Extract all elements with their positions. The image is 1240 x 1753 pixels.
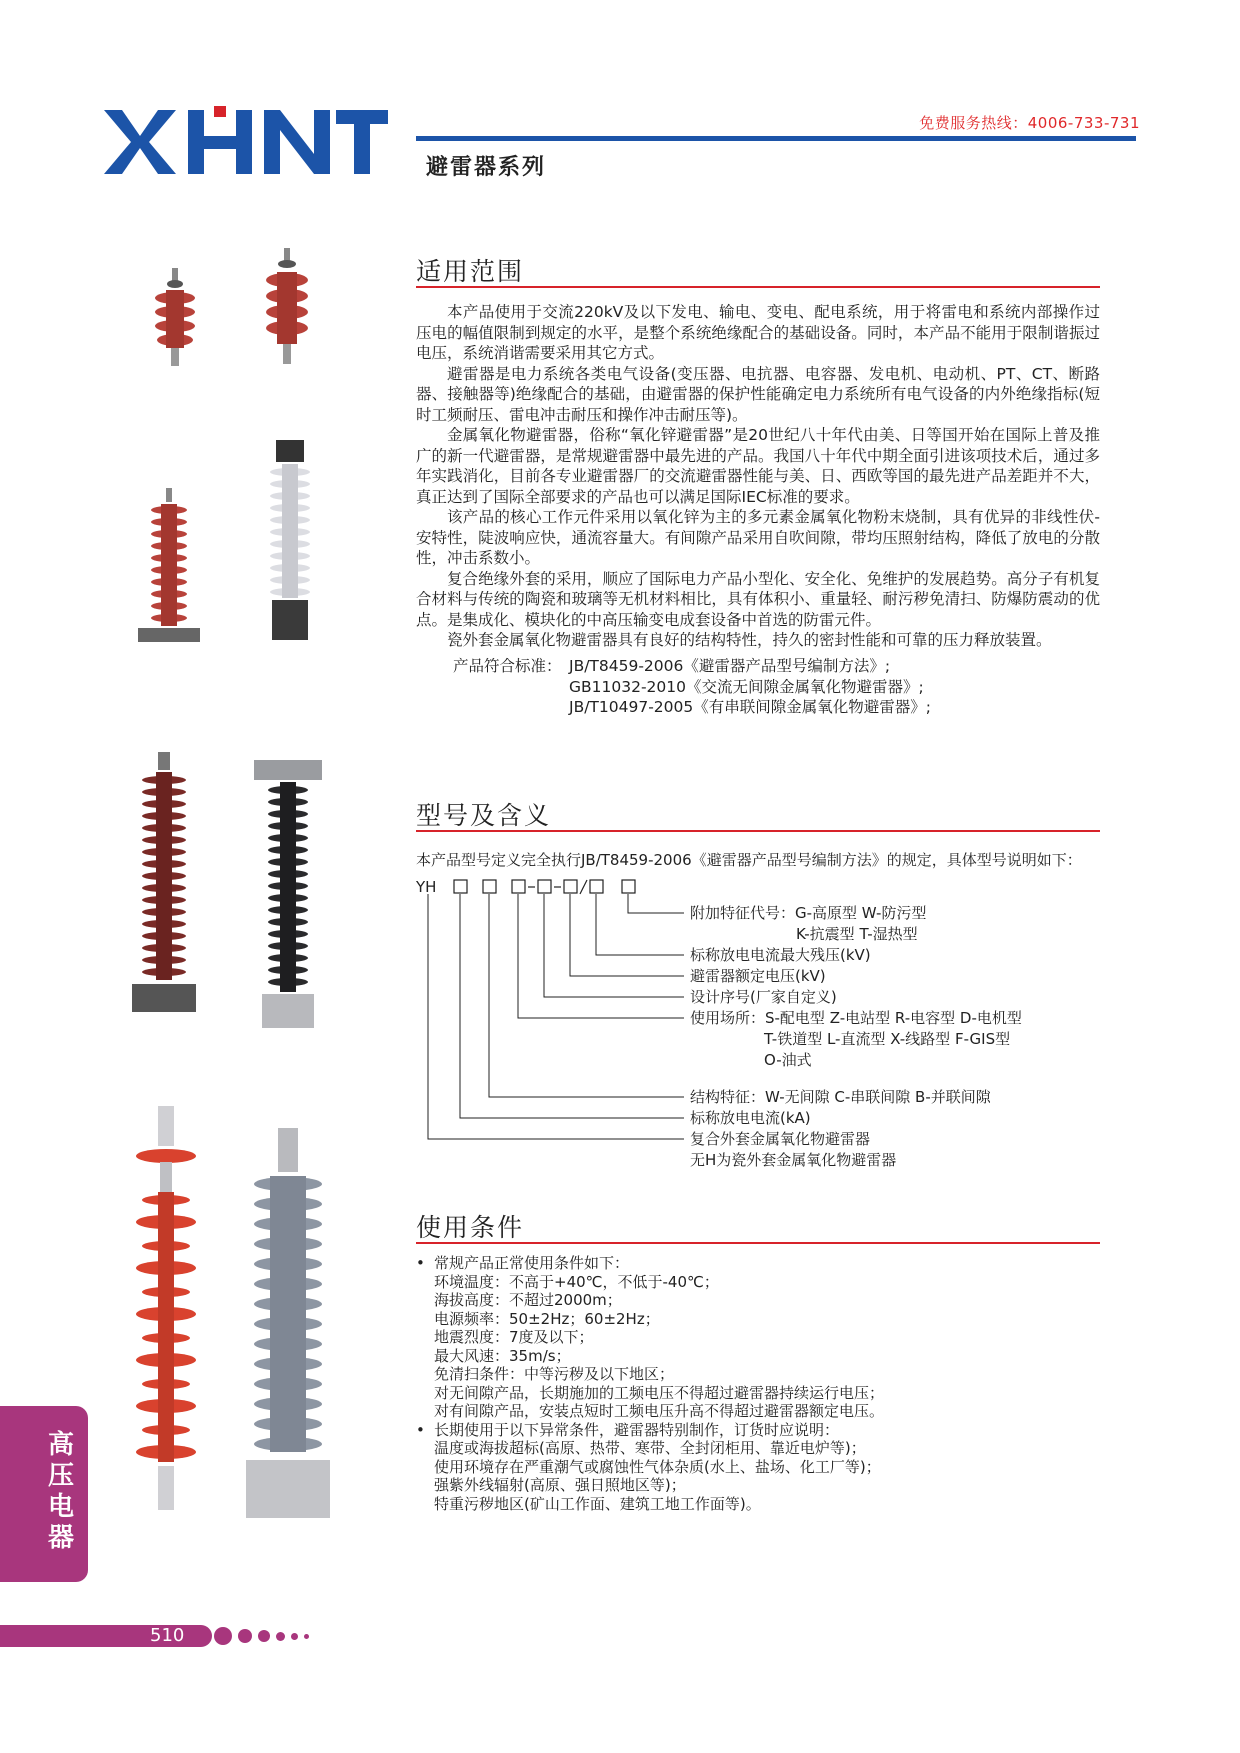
arrester-small-red-1 [150,268,200,368]
footer-dot [238,1629,252,1643]
footer-dots [212,1625,332,1647]
standard-item: GB11032-2010《交流无间隙金属氧化物避雷器》; [569,677,924,696]
category-side-tab [0,1406,88,1582]
condition-item: 最大风速：35m/s； [434,1346,571,1365]
footer-dot [291,1633,298,1640]
arrester-porcelain-white [262,440,318,646]
scope-paragraph: 本产品使用于交流220kV及以下发电、输电、变电、配电系统，用于将雷电和系统内部操作过压电的幅值限制到规定的水平，是整个系统绝缘配合的基础设备。同时，本产品不能用于限制谐振过电压，系统消谐需要采用其它方式。 [416,303,1100,362]
label-application-3: O-油式 [764,1051,812,1069]
brand-logo [104,106,388,178]
conditions-bullet: 长期使用于以下异常条件，避雷器特别制作，订货时应说明： [434,1420,840,1439]
scope-paragraph: 瓷外套金属氧化物避雷器具有良好的结构特性，持久的密封性能和可靠的压力释放装置。 [447,631,1052,649]
label-nominal-current: 标称放电电流(kA) [690,1109,811,1127]
label-additional-feature: 附加特征代号：G-高原型 W-防污型 [690,904,927,922]
model-code-prefix: YH [416,878,437,896]
scope-text [416,302,1100,651]
label-rated-voltage: 避雷器额定电压(kV) [690,967,826,985]
model-intro: 本产品型号定义完全执行JB/T8459-2006《避雷器产品型号编制方法》的规定，具体型号说明如下： [416,851,1082,869]
standard-item: JB/T8459-2006《避雷器产品型号编制方法》; [569,657,891,675]
condition-item: 环境温度：不高于+40℃，不低于-40℃； [434,1272,719,1291]
scope-paragraph: 避雷器是电力系统各类电气设备(变压器、电抗器、电容器、发电机、电动机、PT、CT、断路器、接触器等)绝缘配合的基础，由避雷器的保护性能确定电力系统所有电气设备的内外绝缘指标(短时工频耐压、雷电冲击耐压和操作冲击耐压等)。 [416,364,1100,424]
arrester-tall-red [128,752,200,1020]
label-residual-voltage: 标称放电电流最大残压(kV) [690,946,871,964]
conditions-bullet: 常规产品正常使用条件如下： [434,1254,630,1272]
condition-item: 温度或海拔超标(高原、热带、寒带、全封闭柜用、靠近电炉等)； [434,1439,866,1457]
label-porcelain-housing: 无H为瓷外套金属氧化物避雷器 [690,1151,897,1169]
footer-dot [304,1634,309,1639]
label-structure: 结构特征：W-无间隙 C-串联间隙 B-并联间隙 [690,1088,991,1106]
label-additional-feature-2: K-抗震型 T-湿热型 [796,925,918,943]
label-design-serial: 设计序号(厂家自定义) [690,988,837,1006]
standards-label: 产品符合标准： [453,657,562,675]
condition-item: 强紫外线辐射(高原、强日照地区等)； [434,1476,686,1494]
condition-item: 对有间隙产品，安装点短时工频电压升高不得超过避雷器额定电压。 [434,1402,885,1420]
series-title: 避雷器系列 [426,155,547,180]
section-rule [416,830,1100,832]
condition-item: 对无间隙产品，长期施加的工频电压不得超过避雷器持续运行电压； [434,1383,885,1402]
condition-item: 特重污秽地区(矿山工作面、建筑工地工作面等)。 [434,1494,761,1513]
page-number: 510 [150,1625,185,1646]
arrester-medium-red [134,488,204,648]
footer-dot [214,1627,232,1645]
section-title-conditions: 使用条件 [416,1213,525,1242]
scope-paragraph: 金属氧化物避雷器，俗称“氧化锌避雷器”是20世纪八十年代由美、日等国开始在国际上普及推广的新一代避雷器，是常规避雷器中最先进的产品。我国八十年代中期全面引进该项技术后，通过多年实践消化，目前各专业避雷器厂的交流避雷器性能与美、日、西欧等国的最先进产品差距并不大，真正达到了国际全部要求的产品也可以满足国际IEC标准的要求。 [416,426,1100,506]
section-title-model: 型号及含义 [416,801,552,830]
label-composite-housing: 复合外套金属氧化物避雷器 [690,1130,871,1148]
section-rule [416,286,1100,288]
arrester-tall-black [250,760,326,1032]
standards-block [453,656,1103,718]
arrester-small-red-2 [262,248,312,368]
condition-item: 免清扫条件：中等污秽及以下地区； [434,1365,675,1383]
label-application-2: T-铁道型 L-直流型 X-线路型 F-GIS型 [764,1030,1011,1048]
condition-item: 地震烈度：7度及以下； [434,1328,594,1346]
section-title-scope: 适用范围 [416,257,525,286]
bullet-icon: • [416,1420,425,1439]
footer-dot [258,1630,270,1642]
header-rule [416,136,1136,141]
condition-item: 使用环境存在严重潮气或腐蚀性气体杂质(水上、盐场、化工厂等)； [434,1457,881,1476]
footer-dot [276,1632,285,1641]
standard-item: JB/T10497-2005《有串联间隙金属氧化物避雷器》; [569,698,931,716]
arrester-line-red [128,1106,204,1516]
arrester-porcelain-gray [240,1128,336,1522]
condition-item: 海拔高度：不超过2000m； [434,1291,622,1309]
label-application: 使用场所：S-配电型 Z-电站型 R-电容型 D-电机型 [690,1009,1022,1027]
condition-item: 电源频率：50±2Hz；60±2Hz； [434,1309,660,1328]
hotline: 免费服务热线：4006-733-731 [919,114,1140,132]
bullet-icon: • [416,1254,425,1272]
section-rule [416,1242,1100,1244]
scope-paragraph: 该产品的核心工作元件采用以氧化锌为主的多元素金属氧化物粉末烧制，具有优异的非线性伏-安特性，陡波响应快，通流容量大。有间隙产品采用自吹间隙，带均压照射结构，降低了放电的分散性，冲击系数小。 [416,508,1100,567]
conditions-list [416,1254,1116,1513]
category-side-tab-label: 高压电器 [48,1430,75,1553]
model-code-diagram [416,872,1136,1172]
scope-paragraph: 复合绝缘外套的采用，顺应了国际电力产品小型化、安全化、免维护的发展趋势。高分子有机复合材料与传统的陶瓷和玻璃等无机材料相比，具有体积小、重量轻、耐污秽免清扫、防爆防震动的优点。是集成化、模块化的中高压输变电成套设备中首选的防雷元件。 [416,569,1100,629]
